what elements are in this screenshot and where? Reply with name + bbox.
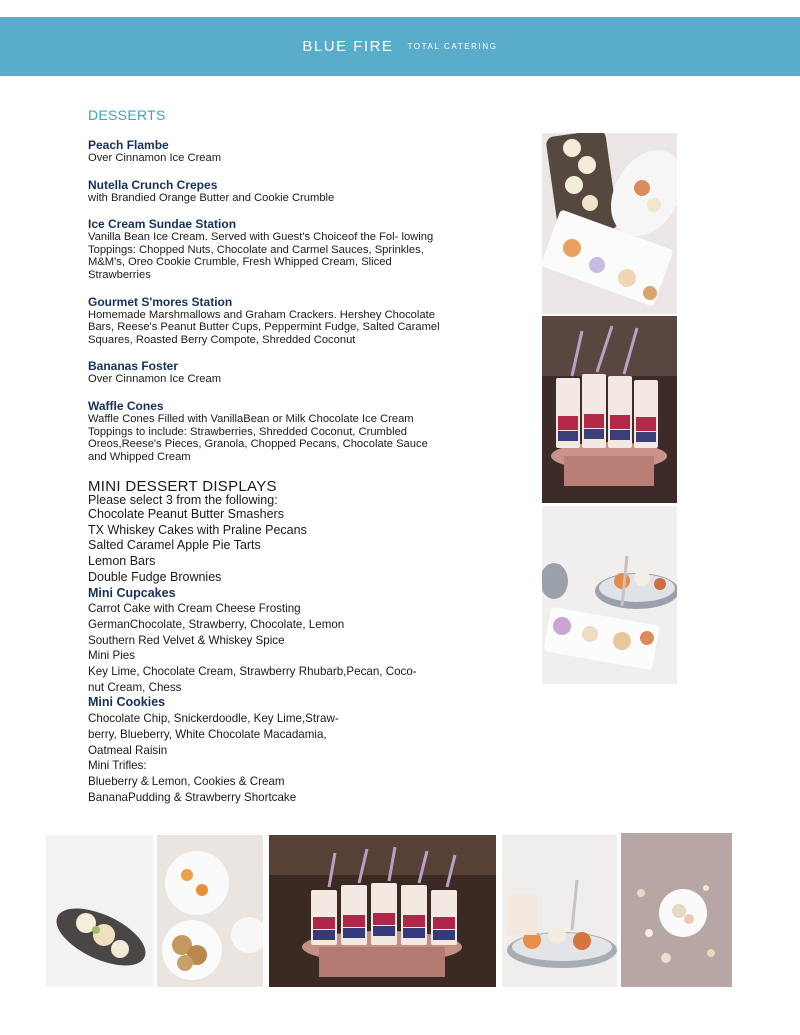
mini-subheading: Mini Cookies [88,695,166,710]
mini-item: Lemon Bars [88,554,156,569]
dessert-name: Bananas Foster [88,359,179,374]
dessert-name: Ice Cream Sundae Station [88,217,237,232]
mini-item: Southern Red Velvet & Whiskey Spice [88,633,285,647]
mini-item: Key Lime, Chocolate Cream, Strawberry Rhubarb,Pecan, Coco- [88,665,417,679]
dessert-name: Peach Flambe [88,138,169,152]
mini-item: GermanChocolate, Strawberry, Chocolate, Lemon [88,617,345,631]
cupcake-platter-photo [46,835,153,987]
pie-plates-photo [502,835,617,987]
mini-cookies-photo [621,833,732,987]
dessert-name: Gourmet S'mores Station [88,294,233,309]
dessert-desc: Vanilla Bean Ice Cream. Served with Guest's Choiceof the Fol- lowing Toppings: Chopped Nuts, Chocolate and Carmel Sauces, Sprinkles, M&M's, Oreo Cookie Crumble, Fresh Whipped Cream, Sliced Strawberries [88,231,434,281]
dessert-desc: Over Cinnamon Ice Cream [88,152,222,164]
dessert-item [88,399,448,463]
trifle-stand-photo [542,316,677,503]
mini-item: nut Cream, Chess [88,680,182,694]
mini-item: TX Whiskey Cakes with Praline Pecans [88,522,307,537]
dessert-name: Waffle Cones [88,398,164,413]
mini-item: BananaPudding & Strawberry Shortcake [88,790,297,804]
mini-item: Mini Trifles: [88,759,147,773]
mini-item: Carrot Cake with Cream Cheese Frosting [88,602,301,616]
mini-item: Salted Caramel Apple Pie Tarts [88,538,261,553]
mini-item: Blueberry & Lemon, Cookies & Cream [88,774,285,788]
dessert-desc: with Brandied Orange Butter and Cookie Crumble [88,191,335,204]
mini-displays-list [88,507,448,805]
dessert-desc: Waffle Cones Filled with VanillaBean or Milk Chocolate Ice Cream Toppings to include: Strawberries, Shredded Coconut, Crumbled Oreos,Reese's Pieces, Granola, Chopped Pecans, Chocolate Sauce and Whipped Cream [88,412,428,463]
mini-item: berry, Blueberry, White Chocolate Macadamia, [88,727,327,741]
brand-name: BLUE FIRE [302,38,394,55]
dessert-desc: Homemade Marshmallows and Graham Crackers. Hershey Chocolate Bars, Reese's Peanut Butter Cups, Peppermint Fudge, Salted Caramel Squares, Roasted Berry Compote, Shredded Coconut [88,308,440,346]
mini-displays-intro: Please select 3 from the following: [88,493,278,507]
dessert-desc: Over Cinnamon Ice Cream [88,373,222,386]
trifle-display-photo [269,835,496,987]
mini-displays-title: MINI DESSERT DISPLAYS [88,478,277,495]
mini-subheading: Mini Cupcakes [88,585,176,600]
dessert-item [88,217,448,281]
desserts-title: DESSERTS [88,107,166,123]
desserts-list [88,138,448,476]
mini-item: Mini Pies [88,649,136,663]
dessert-item [88,178,448,205]
dessert-item [88,359,448,386]
dessert-plates-photo [542,506,677,684]
mini-item: Chocolate Chip, Snickerdoodle, Key Lime,Straw- [88,712,339,726]
dessert-item [88,138,448,165]
mini-item: Oatmeal Raisin [88,743,168,757]
dessert-item [88,295,448,347]
header-bar [0,17,800,76]
mini-item: Chocolate Peanut Butter Smashers [88,507,284,521]
mini-item: Double Fudge Brownies [88,569,222,584]
dessert-platters-photo [542,133,677,314]
brand-tagline: TOTAL CATERING [407,42,498,51]
cookies-plates-photo [157,835,263,987]
dessert-name: Nutella Crunch Crepes [88,177,218,192]
